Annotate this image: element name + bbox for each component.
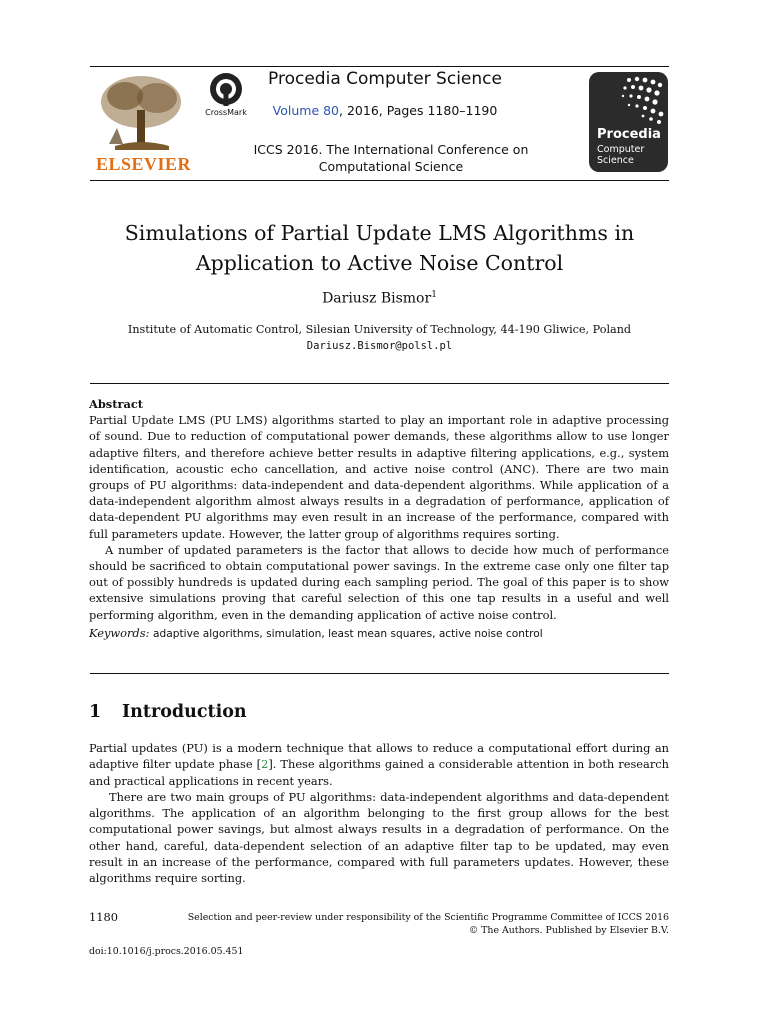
volume-number[interactable]: 80 (323, 103, 340, 118)
elsevier-wordmark: ELSEVIER (96, 154, 192, 174)
procedia-logo-subtitle (597, 144, 644, 166)
elsevier-tree-logo (95, 72, 187, 152)
abstract-top-rule (90, 383, 669, 384)
header-bottom-rule (90, 180, 669, 181)
volume-prefix[interactable]: Volume (272, 103, 324, 118)
footer-note (142, 911, 669, 937)
abstract-paragraph-2: A number of updated parameters is the factor that allows to decide how much of performance should be sacrificed to obtain computational power savings. In the extreme case only one filter tap out of possibly hundreds is updated during each sampling period. The goal of this paper is to show extensive simulations proving that careful selection of this one tap results in a useful and well performing algorithm, even in the demanding application of active noise control. (89, 542, 669, 622)
intro-paragraph-1-a: Partial updates (PU) is a modern technique that allows to reduce a computational effort during an adaptive filter update phase [ (89, 741, 669, 772)
conference-name: ICCS 2016. The International Conference on Computational Science (253, 142, 529, 174)
citation-link[interactable]: 2 (261, 757, 269, 772)
procedia-logo (589, 72, 668, 172)
author-text: Dariusz Bismor (322, 290, 432, 307)
section-title: Introduction (122, 702, 247, 722)
abstract-paragraph-1: Partial Update LMS (PU LMS) algorithms started to play an important role in adaptive processing of sound. Due to reduction of computational power demands, these algorithms allow to use longer adaptive filters, and therefore achieve better results in adaptive filtering applications, e.g., system identification, acoustic echo cancellation, and active noise control (ANC). There are two main groups of PU algorithms: data-independent and data-dependent algorithms. While application of a data-independent algorithm almost always results in a degradation of performance, application of data-dependent PU algorithms may even result in an increase of the performance, compared with full parameters update. However, the latter group of algorithms requires sorting. (89, 413, 669, 541)
procedia-logo-brand: Procedia (597, 127, 661, 142)
footer-note-line2: © The Authors. Published by Elsevier B.V. (468, 925, 669, 936)
author-email[interactable]: Dariusz.Bismor@polsl.pl (306, 340, 453, 352)
abstract-heading: Abstract (89, 397, 144, 411)
footer-note-line1: Selection and peer-review under responsibility of the Scientific Programme Committee of ICCS 2016 (187, 912, 669, 923)
author-affiliation: Institute of Automatic Control, Silesian University of Technology, 44-190 Gliwice, Poland (127, 323, 632, 336)
keywords-line (89, 625, 669, 642)
header-top-rule (90, 66, 669, 67)
section-number: 1 (89, 702, 102, 722)
journal-name: Procedia Computer Science (268, 69, 502, 89)
procedia-dots-graphic (589, 72, 668, 127)
paper-title-line2: Application to Active Noise Control (195, 251, 564, 275)
paper-title-line1: Simulations of Partial Update LMS Algorithms in (124, 221, 635, 245)
introduction-body (89, 740, 669, 887)
author-name (90, 290, 669, 307)
abstract-block (89, 396, 669, 642)
procedia-logo-sub-line2: Science (597, 155, 634, 166)
section-heading-introduction (89, 702, 247, 722)
abstract-bottom-rule (90, 673, 669, 674)
intro-paragraph-1-b: ]. These algorithms gained a considerable attention in both research and practical applications in recent years. (89, 757, 669, 788)
crossmark-icon[interactable] (209, 72, 243, 106)
doi-link[interactable]: doi:10.1016/j.procs.2016.05.451 (89, 946, 244, 957)
paper-title (90, 218, 669, 278)
intro-paragraph-2: There are two main groups of PU algorithms: data-independent algorithms and data-dependent algorithms. The application of an algorithm belonging to the first group allows for the best computational power savings, but almost always results in a degradation of performance. On the other hand, careful, data-dependent selection of an adaptive filter tap to be updated, may even result in an increase of the performance, compared with full parameters updates. However, these algorithms require sorting. (89, 789, 669, 886)
volume-line (255, 103, 515, 118)
author-footnote-mark: 1 (431, 290, 437, 300)
crossmark-label: CrossMark (205, 108, 247, 117)
volume-pages: , 2016, Pages 1180–1190 (339, 103, 498, 118)
intro-paragraph-1 (89, 740, 669, 789)
procedia-logo-sub-line1: Computer (597, 144, 645, 155)
page-number: 1180 (89, 910, 118, 924)
keywords-label: Keywords: (89, 625, 150, 640)
keywords-list: adaptive algorithms, simulation, least mean squares, active noise control (153, 627, 543, 640)
